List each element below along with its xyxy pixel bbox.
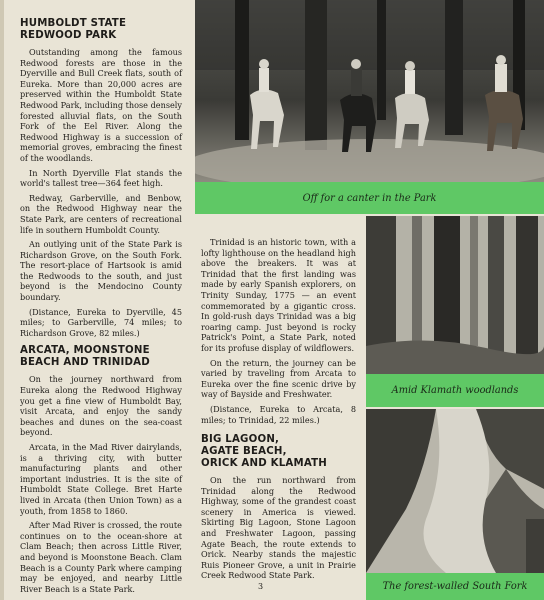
- paragraph: Arcata, in the Mad River dairylands, is a thriving city, with butter manufacturing plants and other important industries. It is the site of Humboldt State College. Bret Harte lived in Arcata (then Union Town) as a youth, from 1858 to 1860.: [20, 442, 182, 516]
- middle-text-column: [201, 237, 356, 585]
- paragraph: (Distance, Eureka to Arcata, 8 miles; to Trinidad, 22 miles.): [201, 403, 356, 425]
- caption-south-fork: The forest-walled South Fork: [366, 573, 544, 600]
- caption-woodlands: Amid Klamath woodlands: [366, 374, 544, 407]
- paragraph: An outlying unit of the State Park is Richardson Grove, on the South Fork. The resort-place of Hartsook is amid the Redwoods to the south, and just beyond is the Mendocino County boundary.: [20, 239, 182, 303]
- paragraph: On the journey northward from Eureka along the Redwood Highway you get a fine view of Humboldt Bay, visit Arcata, and enjoy the sandy beaches and dunes on the sea-coast beyond.: [20, 374, 182, 438]
- page-number: 3: [258, 582, 264, 591]
- paragraph: After Mad River is crossed, the route continues on to the ocean-shore at Clam Beach; then across Little River, and beyond is Moonstone Beach. Clam Beach is a County Park where camping may be enjoyed, and nearby Little River Beach is a State Park.: [20, 520, 182, 594]
- heading-humboldt-state-redwood-park: HUMBOLDT STATE REDWOOD PARK: [20, 18, 127, 41]
- paragraph: On the run northward from Trinidad along the Redwood Highway, some of the grandest coast scenery in America is viewed. Skirting Big Lagoon, Stone Lagoon and Freshwater Lagoon, passing Agate Beach, the route extends to Orick. Nearby stands the majestic Ruis Pioneer Grove, a unit in Prairie Creek Redwood State Park.: [201, 475, 356, 581]
- heading-big-lagoon-agate-beach: BIG LAGOON, AGATE BEACH, ORICK AND KLAMATH: [201, 434, 328, 470]
- page-spine: [0, 0, 4, 600]
- paragraph: In North Dyerville Flat stands the world's tallest tree—364 feet high.: [20, 167, 182, 189]
- left-text-column: [20, 18, 182, 598]
- heading-arcata-moonstone-trinidad: ARCATA, MOONSTONE BEACH AND TRINIDAD: [20, 345, 150, 369]
- paragraph: Outstanding among the famous Redwood forests are those in the Dyerville and Bull Creek flats, south of Eureka. More than 20,000 acres are preserved within the Humboldt State Redwood Park, including those densely forested alluvial flats, on the South Fork of the Eel River. Along the Redwood Highway is a succession of memorial groves, embracing the finest of the woodlands.: [20, 47, 182, 163]
- photo-klamath-woodlands: [366, 216, 544, 374]
- photo-south-fork-river: [366, 409, 544, 573]
- woodlands-illustration: [366, 216, 544, 374]
- caption-riders: Off for a canter in the Park: [195, 182, 544, 214]
- photo-riders-on-horseback: [195, 0, 544, 182]
- paragraph: Redway, Garberville, and Benbow, on the Redwood Highway near the State Park, are centers of recreational life in southern Humboldt County.: [20, 192, 182, 235]
- paragraph: On the return, the journey can be varied by traveling from Arcata to Eureka over the fine scenic drive by way of Bayside and Freshwater.: [201, 357, 356, 400]
- river-illustration: [366, 409, 544, 573]
- paragraph: Trinidad is an historic town, with a lofty lighthouse on the headland high above the breakers. It was at Trinidad that the first landing was made by early Spanish explorers, on Trinity Sunday, 1775 — an event commemorated by a gigantic cross. In gold-rush days Trinidad was a big roaring camp. Just beyond is rocky Patrick's Point, a State Park, noted for its profuse display of wildflowers.: [201, 237, 356, 353]
- paragraph: (Distance, Eureka to Dyerville, 45 miles; to Garberville, 74 miles; to Richardson Grove, 82 miles.): [20, 306, 182, 338]
- riders-illustration: [195, 0, 544, 182]
